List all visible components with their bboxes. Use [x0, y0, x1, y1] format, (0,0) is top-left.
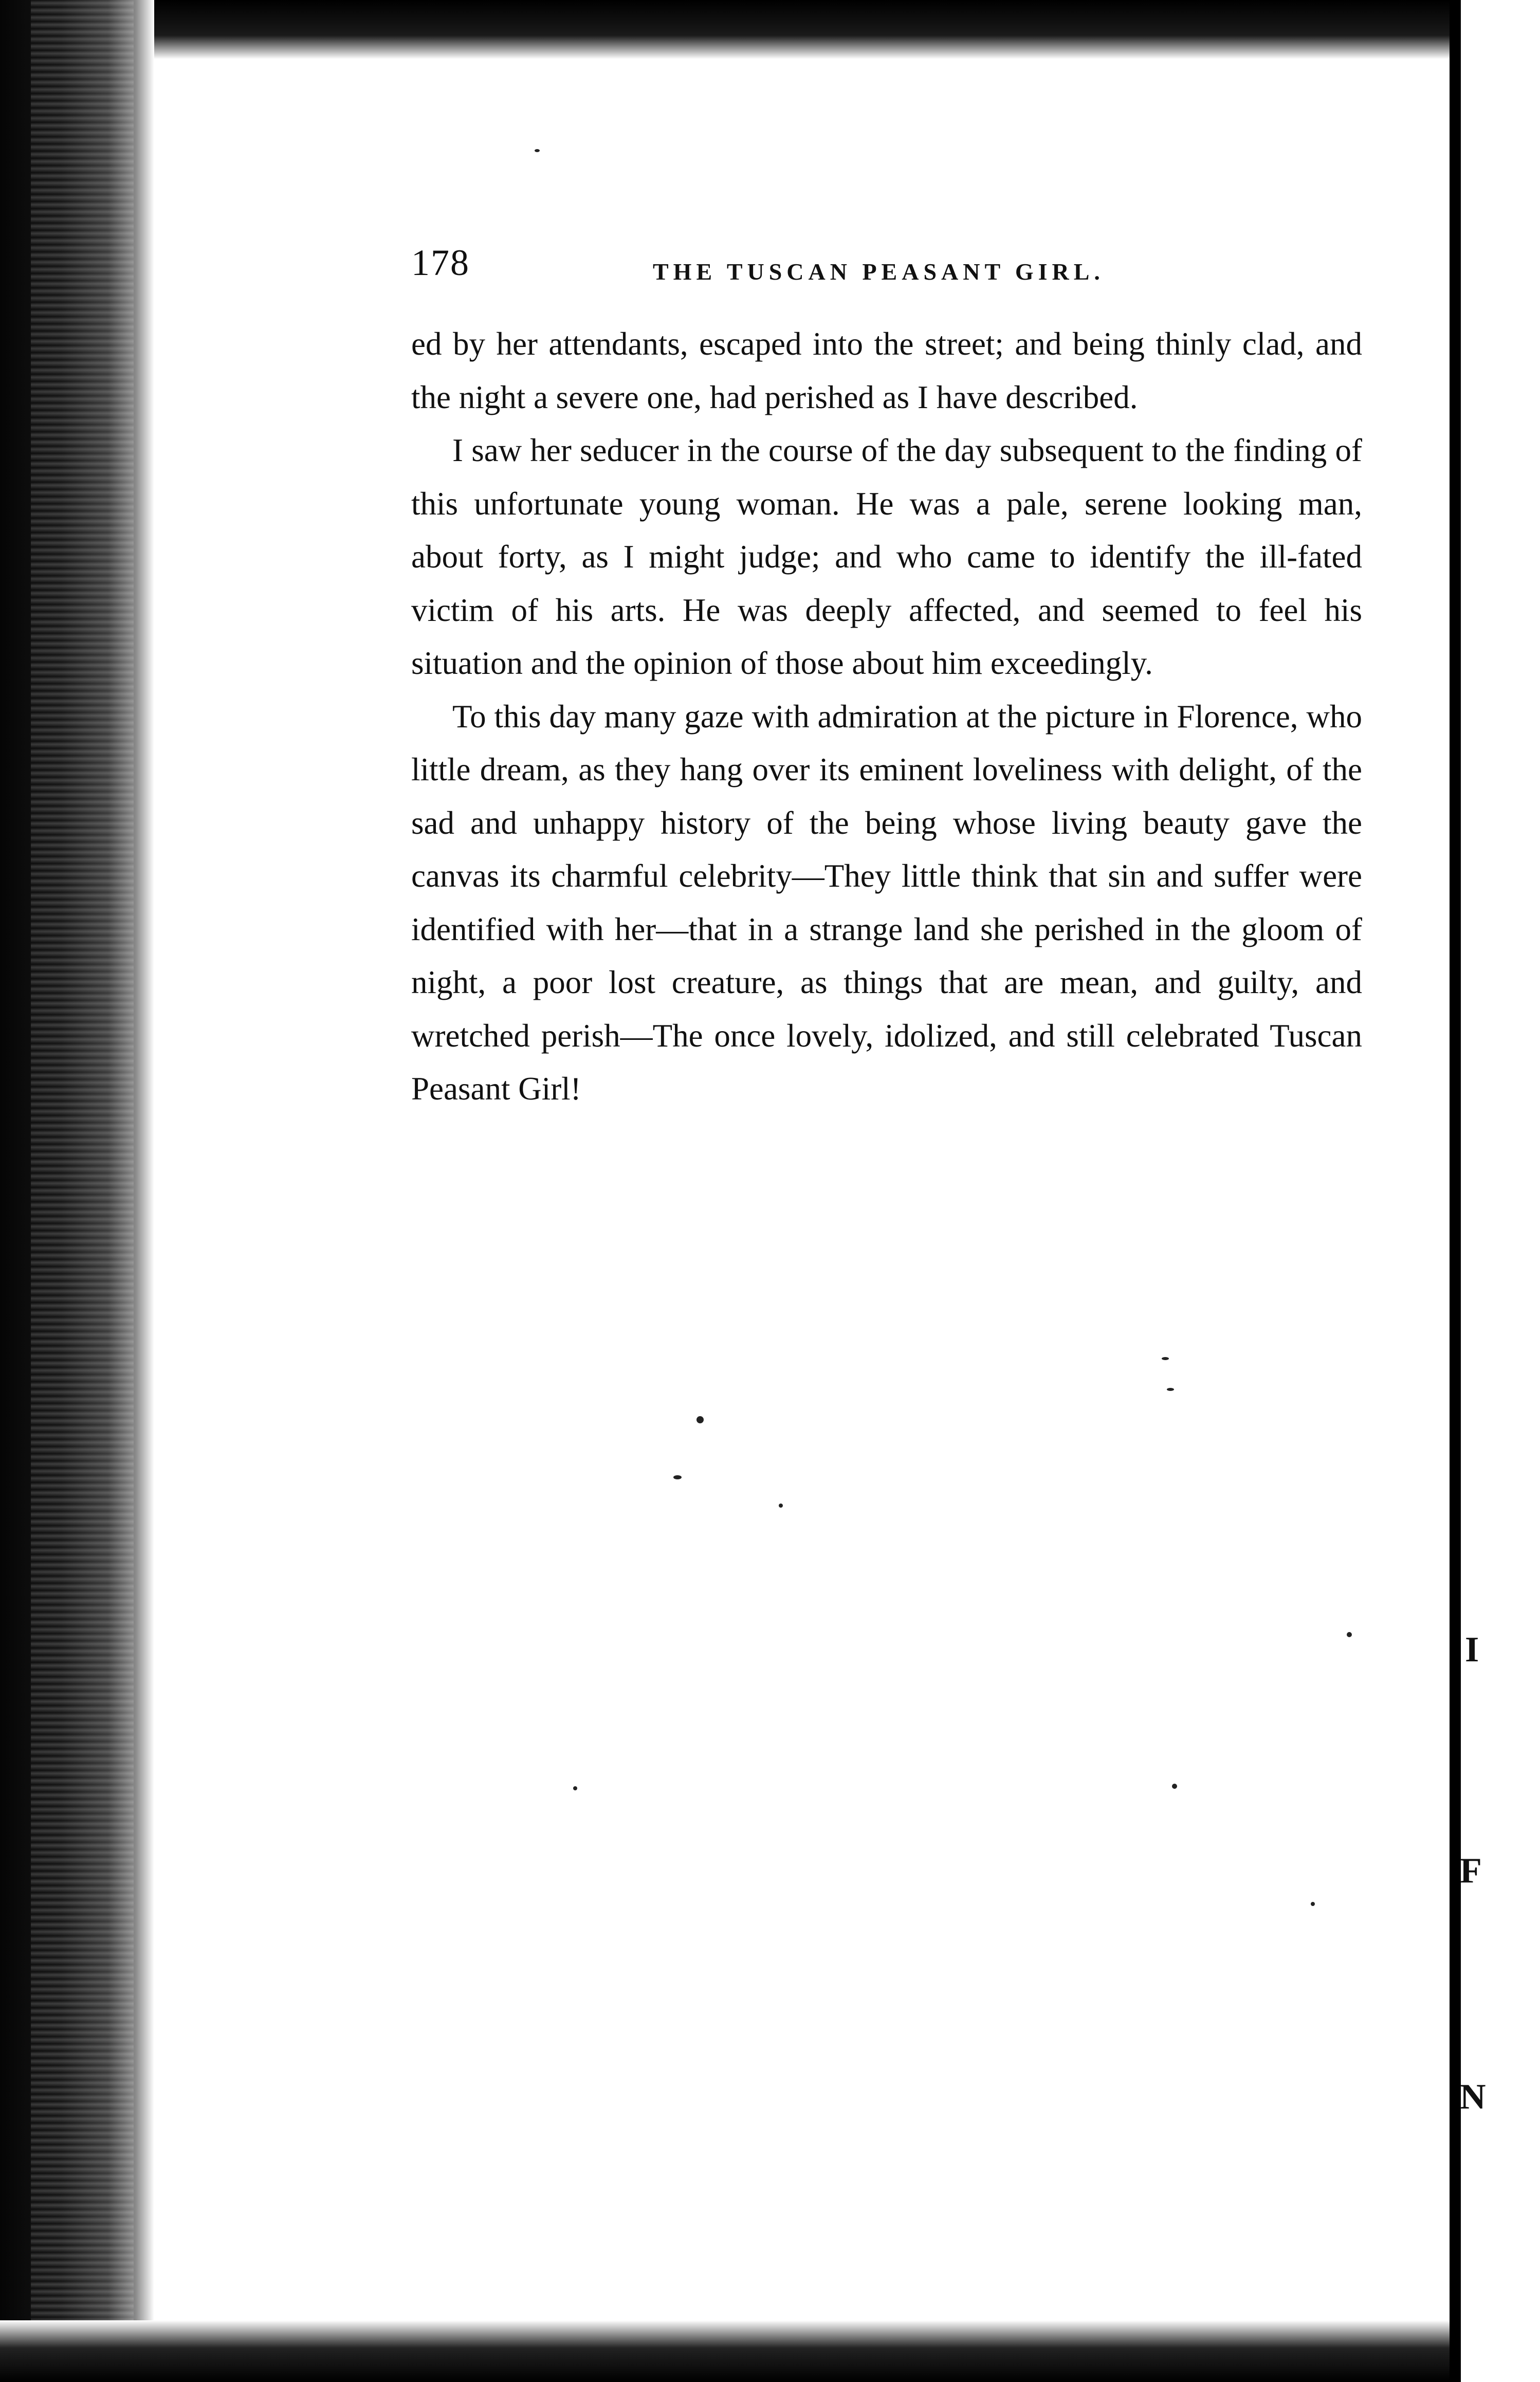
facing-page-letter: F [1460, 1851, 1482, 1891]
body-text [411, 318, 1362, 1116]
facing-page-letter: I [1465, 1630, 1479, 1670]
scan-speck [673, 1475, 682, 1479]
scan-speck [1167, 1388, 1174, 1391]
scan-speck [1172, 1784, 1177, 1789]
running-head: THE TUSCAN PEASANT GIRL. [653, 259, 1105, 285]
scan-speck [1311, 1902, 1315, 1906]
scan-speck [779, 1504, 783, 1508]
paragraph: I saw her seducer in the course of the day subsequent to the finding of this unfortunate young woman. He was a pale, serene looking man, about forty, as I might judge; and who came to identify the ill-fated victim of his arts. He was deeply affected, and seemed to feel his situation and the opinion of those about him exceedingly. [411, 432, 1362, 681]
scan-top-edge [0, 0, 1540, 59]
book-binding-shadow [0, 0, 154, 2382]
scan-speck [573, 1786, 577, 1790]
facing-page-letter: N [1460, 2077, 1486, 2117]
scan-speck [1162, 1357, 1169, 1360]
paragraph: ed by her attendants, escaped into the street; and being thinly clad, and the night a severe one, had perished as I have described. [411, 326, 1362, 415]
scan-speck [535, 149, 540, 152]
scan-speck [696, 1416, 704, 1423]
page-header [411, 242, 1388, 298]
scan-bottom-edge [0, 2320, 1540, 2382]
facing-page-edge [1450, 0, 1540, 2382]
page-number: 178 [411, 242, 470, 283]
scan-speck [1347, 1632, 1352, 1637]
paragraph: To this day many gaze with admiration at the picture in Florence, who little dream, as they hang over its eminent loveliness with delight, of the sad and unhappy history of the being whose living beauty gave the canvas its charmful celebrity—They little think that sin and suffer were identified with her—that in a strange land she perished in the gloom of night, a poor lost creature, as things that are mean, and guilty, and wretched perish—The once lovely, idolized, and still celebrated Tuscan Peasant Girl! [411, 698, 1362, 1107]
